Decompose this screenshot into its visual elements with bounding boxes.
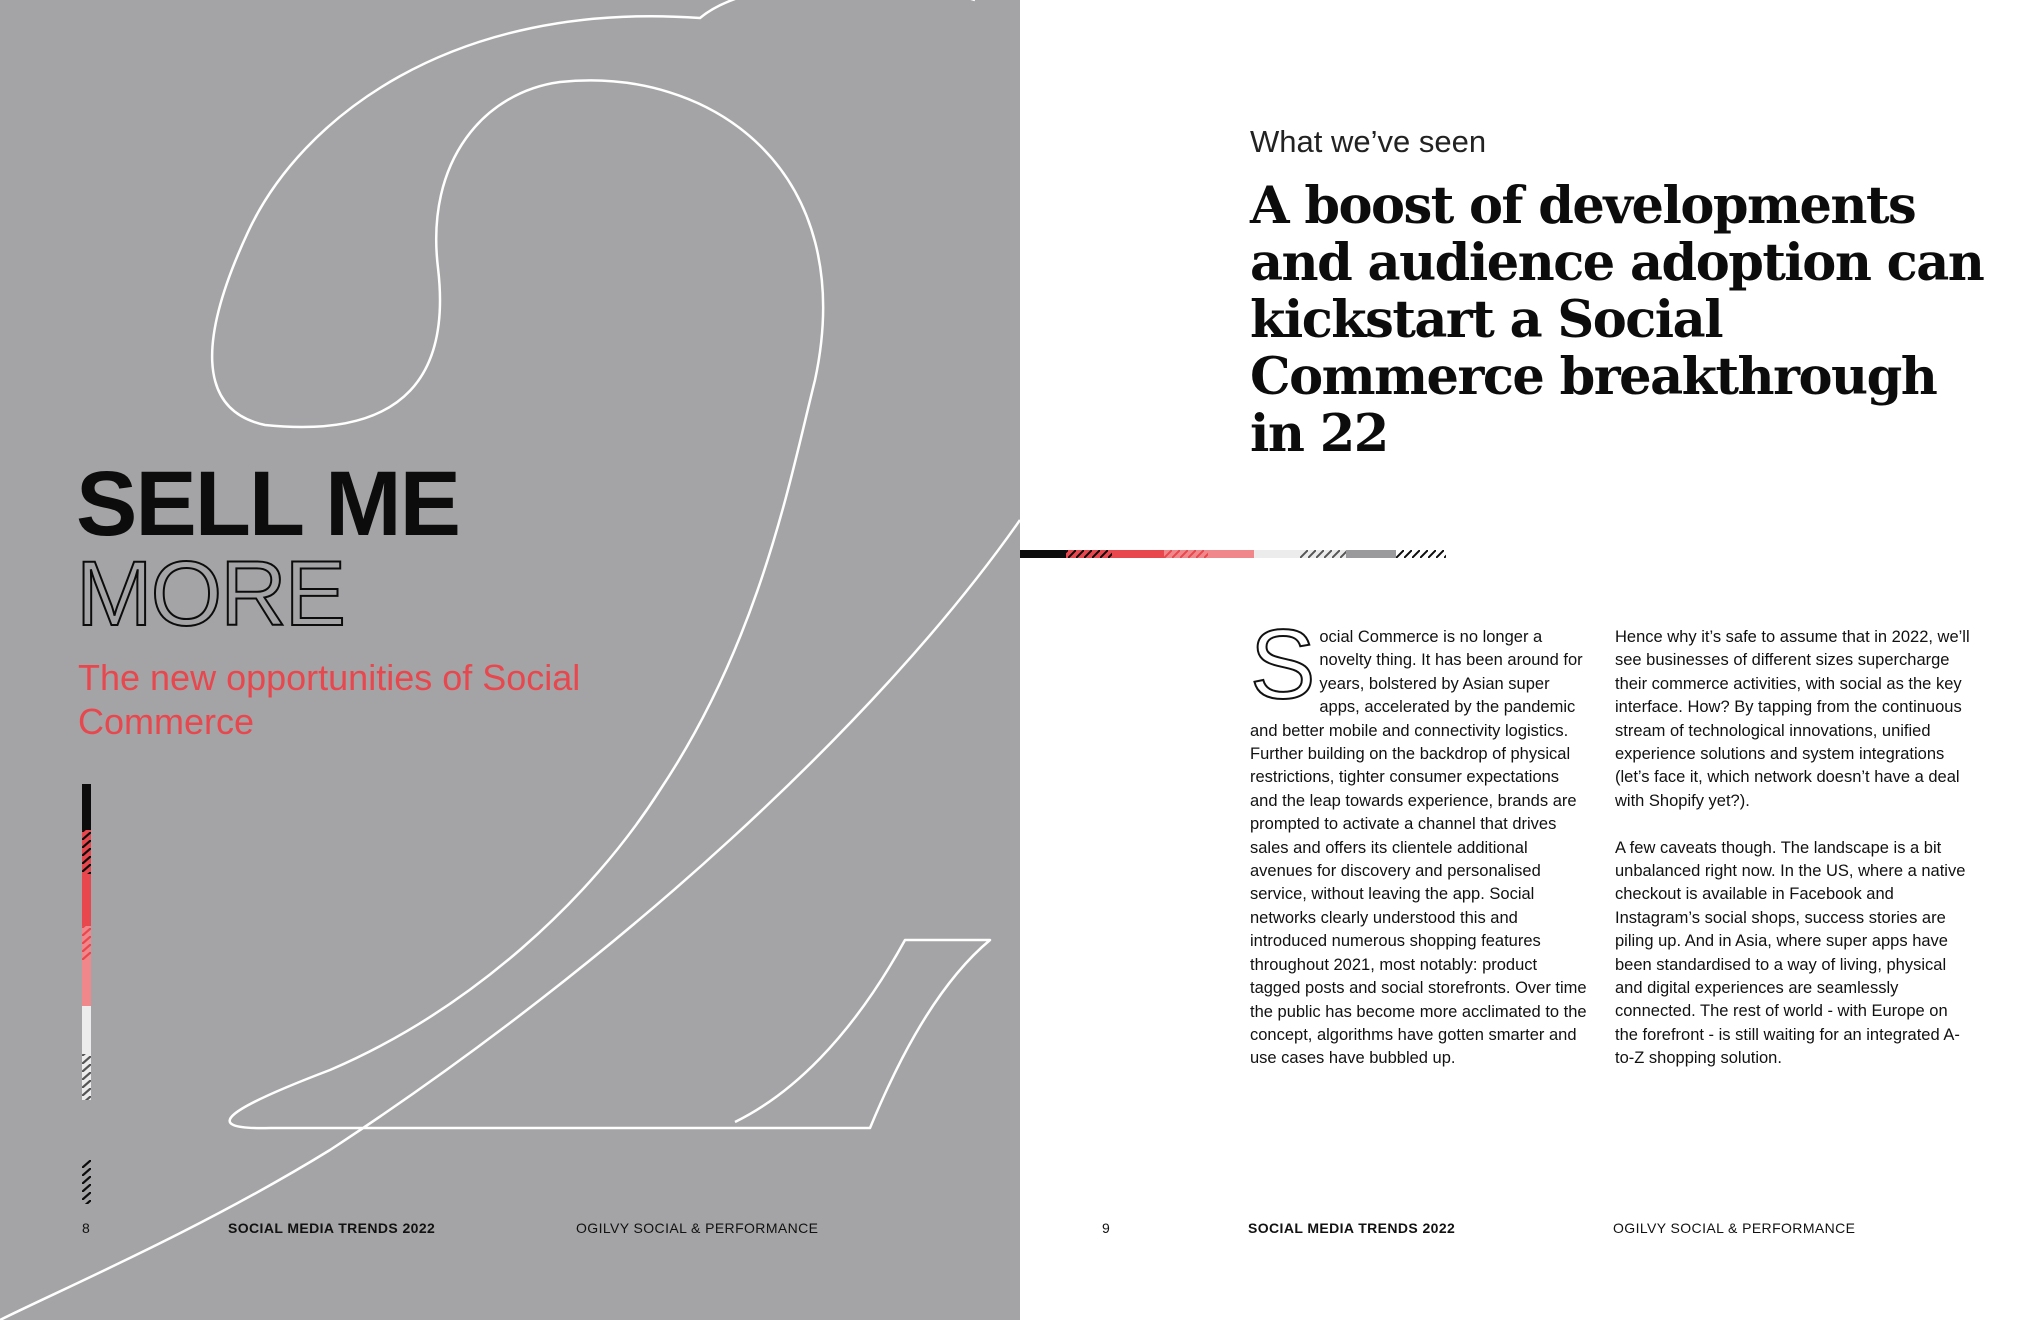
- right-page: [1020, 0, 2040, 1320]
- body-column-2: [1615, 626, 1975, 1071]
- section-subtitle: The new opportunities of Social Commerce: [78, 657, 581, 742]
- body-paragraph-1-text: ocial Commerce is no longer a novelty thing. It has been around for years, bolstered by Asian super apps, accelerated by the pandemic and better mobile and connectivity logistics. Further building on the backdrop of physical restrictions, tighter consumer expectations and the leap towards experience, brands are prompted to activate a channel that drives sales and offers its clientele additional avenues for discovery and personalised service, without leaving the app. Social networks clearly understood this and introduced numerous shopping features throughout 2021, most notably: product tagged posts and social storefronts. Over time the public has become more acclimated to the concept, algorithms have gotten smarter and use cases have bubbled up.: [1250, 628, 1587, 1068]
- body-paragraph-1: [1250, 609, 1590, 1071]
- footer-brand-left: OGILVY SOCIAL & PERFORMANCE: [576, 1220, 819, 1236]
- footer-publication-left: SOCIAL MEDIA TRENDS 2022: [228, 1220, 436, 1236]
- page-number-right: 9: [1102, 1220, 1111, 1236]
- drop-cap: S: [1250, 609, 1316, 719]
- body-column-1: [1250, 609, 1590, 1071]
- decorative-horizontal-stripe: [1020, 550, 1446, 558]
- section-title-line1: SELL ME: [76, 453, 460, 555]
- section-title-line2-outline: MORE: [76, 543, 344, 645]
- footer-publication-right: SOCIAL MEDIA TRENDS 2022: [1248, 1220, 1456, 1236]
- body-paragraph-3: A few caveats though. The landscape is a bit unbalanced right now. In the US, where a native checkout is available in Facebook and Instagram’s social shops, success stories are piling up. And in Asia, where super apps have been standardised to a way of living, physical and digital experiences are seamlessly connected. The rest of world - with Europe on the forefront - is still waiting for an integrated A-to-Z shopping solution.: [1615, 838, 1966, 1068]
- section-kicker: What we’ve seen: [1250, 124, 1487, 159]
- body-paragraph-2: Hence why it’s safe to assume that in 2022, we’ll see businesses of different sizes supercharge their commerce activities, with social as the key interface. How? By tapping from the continuous stream of technological innovations, unified experience solutions and system integrations (let’s face it, which network doesn’t have a deal with Shopify yet?).: [1615, 628, 1970, 810]
- headline: A boost of developments and audience adoption can kickstart a Social Commerce breakthrough in 22: [1250, 176, 1984, 464]
- decorative-vertical-stripe: [82, 784, 91, 1204]
- footer-brand-right: OGILVY SOCIAL & PERFORMANCE: [1613, 1220, 1856, 1236]
- page-number-left: 8: [82, 1220, 91, 1236]
